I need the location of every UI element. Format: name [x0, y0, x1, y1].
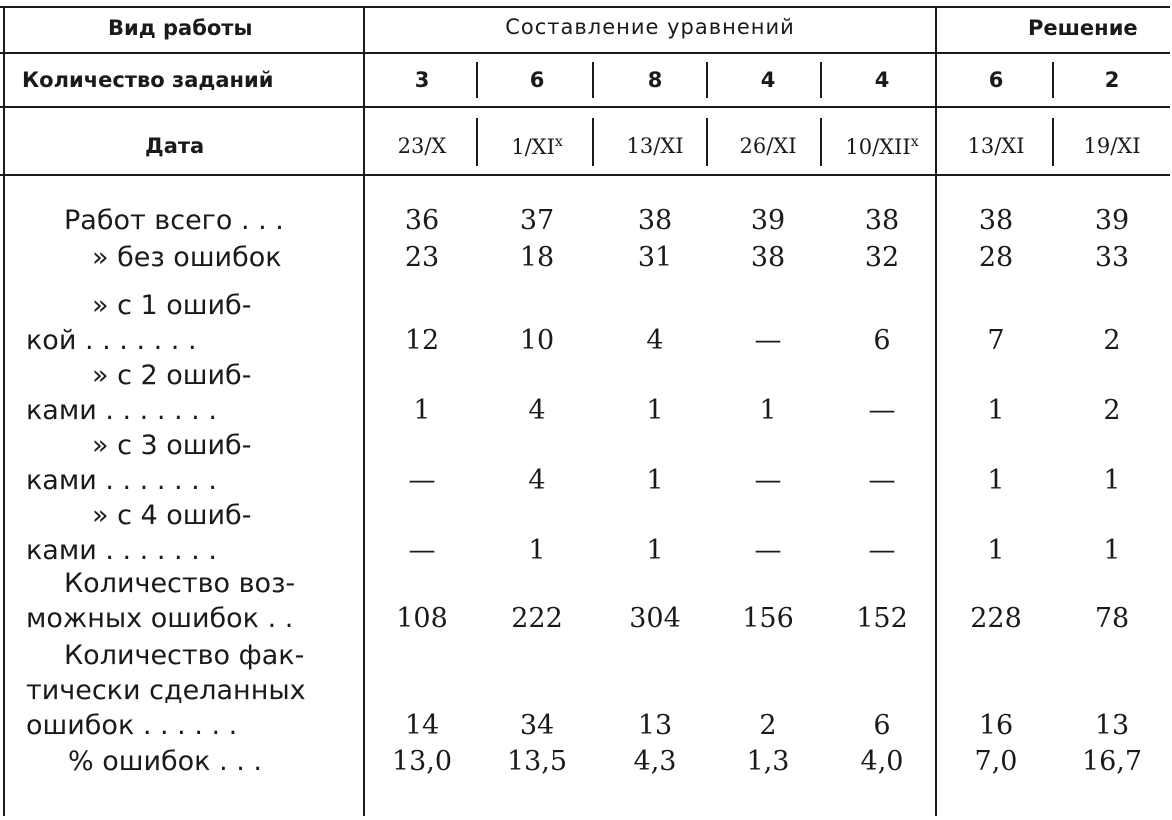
table-cell: —	[868, 465, 896, 496]
task-count-cell: 2	[1104, 68, 1120, 92]
table-cell: 31	[637, 242, 673, 273]
table-cell: 38	[864, 205, 900, 236]
table-cell: 16,7	[1081, 746, 1143, 777]
table-cell: 1	[413, 395, 431, 426]
date-mark: x	[554, 134, 563, 150]
row-label: » с 4 ошиб-	[92, 500, 252, 531]
table-cell: 78	[1094, 603, 1130, 634]
rule-top	[0, 6, 1170, 8]
table-cell: 39	[1094, 205, 1130, 236]
task-count-cell: 4	[760, 68, 776, 92]
row-label: Количество воз-	[64, 568, 296, 599]
table-cell: 152	[856, 603, 908, 634]
group-solve-label: Решение	[1028, 16, 1138, 40]
table-cell: 1	[1103, 465, 1121, 496]
table-cell: 1	[759, 395, 777, 426]
table-cell: 13,0	[391, 746, 453, 777]
date-label: Дата	[145, 134, 205, 158]
task-count-label: Количество заданий	[22, 68, 274, 92]
table-cell: 4	[528, 395, 546, 426]
date-cell	[600, 134, 710, 158]
table-cell: 13,5	[506, 746, 568, 777]
row-label: % ошибок . . .	[68, 746, 262, 777]
table-cell: 1	[646, 395, 664, 426]
table-cell: 4,3	[633, 746, 677, 777]
rule-header-count	[0, 106, 1170, 108]
table-cell: 4	[646, 325, 664, 356]
row-label: тически сделанных	[26, 675, 306, 706]
table-cell: 1	[987, 535, 1005, 566]
table-cell: 108	[396, 603, 448, 634]
date-text: 19/XI	[1083, 134, 1141, 158]
table-cell: —	[754, 535, 782, 566]
table-cell: —	[868, 395, 896, 426]
table-cell: 1	[528, 535, 546, 566]
row-label: » с 2 ошиб-	[92, 360, 252, 391]
date-text: 23/X	[397, 134, 447, 158]
table-cell: 23	[404, 242, 440, 273]
table-cell: 38	[978, 205, 1014, 236]
table-cell: 36	[404, 205, 440, 236]
date-cell	[713, 134, 823, 158]
table-cell: 13	[637, 710, 673, 741]
table-cell: 7,0	[974, 746, 1018, 777]
date-cell	[827, 134, 937, 159]
table-cell: 1	[646, 535, 664, 566]
row-label: ками . . . . . . .	[26, 465, 217, 496]
date-text: 10/XII	[845, 135, 911, 159]
date-cell	[1057, 134, 1167, 158]
table-cell: 7	[987, 325, 1005, 356]
rule-header-group	[0, 52, 1170, 54]
table-cell: 12	[404, 325, 440, 356]
table-cell: 2	[1103, 395, 1121, 426]
table-cell: 1	[987, 395, 1005, 426]
table-cell: 222	[511, 603, 563, 634]
table-cell: 16	[978, 710, 1014, 741]
table-cell: —	[754, 465, 782, 496]
table-cell: —	[408, 535, 436, 566]
date-text: 13/XI	[967, 134, 1025, 158]
table-cell: 10	[519, 325, 555, 356]
sep	[592, 118, 594, 166]
date-text: 13/XI	[626, 134, 684, 158]
table-cell: 6	[873, 710, 891, 741]
task-count-cell: 4	[874, 68, 890, 92]
table-cell: 33	[1094, 242, 1130, 273]
row-label: ошибок . . . . . .	[26, 710, 238, 741]
table-cell: 14	[404, 710, 440, 741]
date-text: 1/XI	[511, 135, 555, 159]
table-cell: 4	[528, 465, 546, 496]
row-label: » с 3 ошиб-	[92, 430, 252, 461]
sep	[1052, 62, 1054, 98]
table-cell: 18	[519, 242, 555, 273]
table-cell: 304	[629, 603, 681, 634]
table-cell: 32	[864, 242, 900, 273]
table-cell: 34	[519, 710, 555, 741]
task-count-cell: 6	[988, 68, 1004, 92]
date-text: 26/XI	[739, 134, 797, 158]
rule-header-bottom	[0, 174, 1170, 176]
row-label: кой . . . . . . .	[26, 325, 197, 356]
row-label: Количество фак-	[64, 640, 305, 671]
table-cell: 13	[1094, 710, 1130, 741]
table-cell: 39	[750, 205, 786, 236]
work-type-label: Вид работы	[108, 16, 253, 40]
task-count-cell: 3	[414, 68, 430, 92]
row-label: » с 1 ошиб-	[92, 290, 252, 321]
group-compose-label: Составление уравнений	[505, 15, 795, 39]
table-cell: 4,0	[860, 746, 904, 777]
table-cell: 2	[1103, 325, 1121, 356]
rule-left	[3, 6, 5, 816]
table-cell: 1	[1103, 535, 1121, 566]
date-cell	[367, 134, 477, 158]
task-count-cell: 8	[647, 68, 663, 92]
row-label: ками . . . . . . .	[26, 535, 217, 566]
table-cell: —	[408, 465, 436, 496]
row-label: можных ошибок . .	[26, 603, 294, 634]
task-count-cell: 6	[529, 68, 545, 92]
table-cell: 1	[987, 465, 1005, 496]
table-cell: 1,3	[746, 746, 790, 777]
row-label: » без ошибок	[92, 242, 282, 273]
table-cell: 38	[750, 242, 786, 273]
table-cell: —	[754, 325, 782, 356]
table-cell: 1	[646, 465, 664, 496]
sep	[1052, 118, 1054, 166]
date-cell	[482, 134, 592, 159]
table-cell: 37	[519, 205, 555, 236]
table-cell: 156	[742, 603, 794, 634]
row-label: Работ всего . . .	[64, 205, 284, 236]
date-cell	[941, 134, 1051, 158]
row-label: ками . . . . . . .	[26, 395, 217, 426]
sep	[592, 62, 594, 98]
table-cell: 2	[759, 710, 777, 741]
table-cell: 6	[873, 325, 891, 356]
date-mark: x	[910, 134, 919, 150]
table-cell: 38	[637, 205, 673, 236]
table-cell: 28	[978, 242, 1014, 273]
table-cell: 228	[970, 603, 1022, 634]
rule-label-column	[363, 6, 365, 816]
table-cell: —	[868, 535, 896, 566]
